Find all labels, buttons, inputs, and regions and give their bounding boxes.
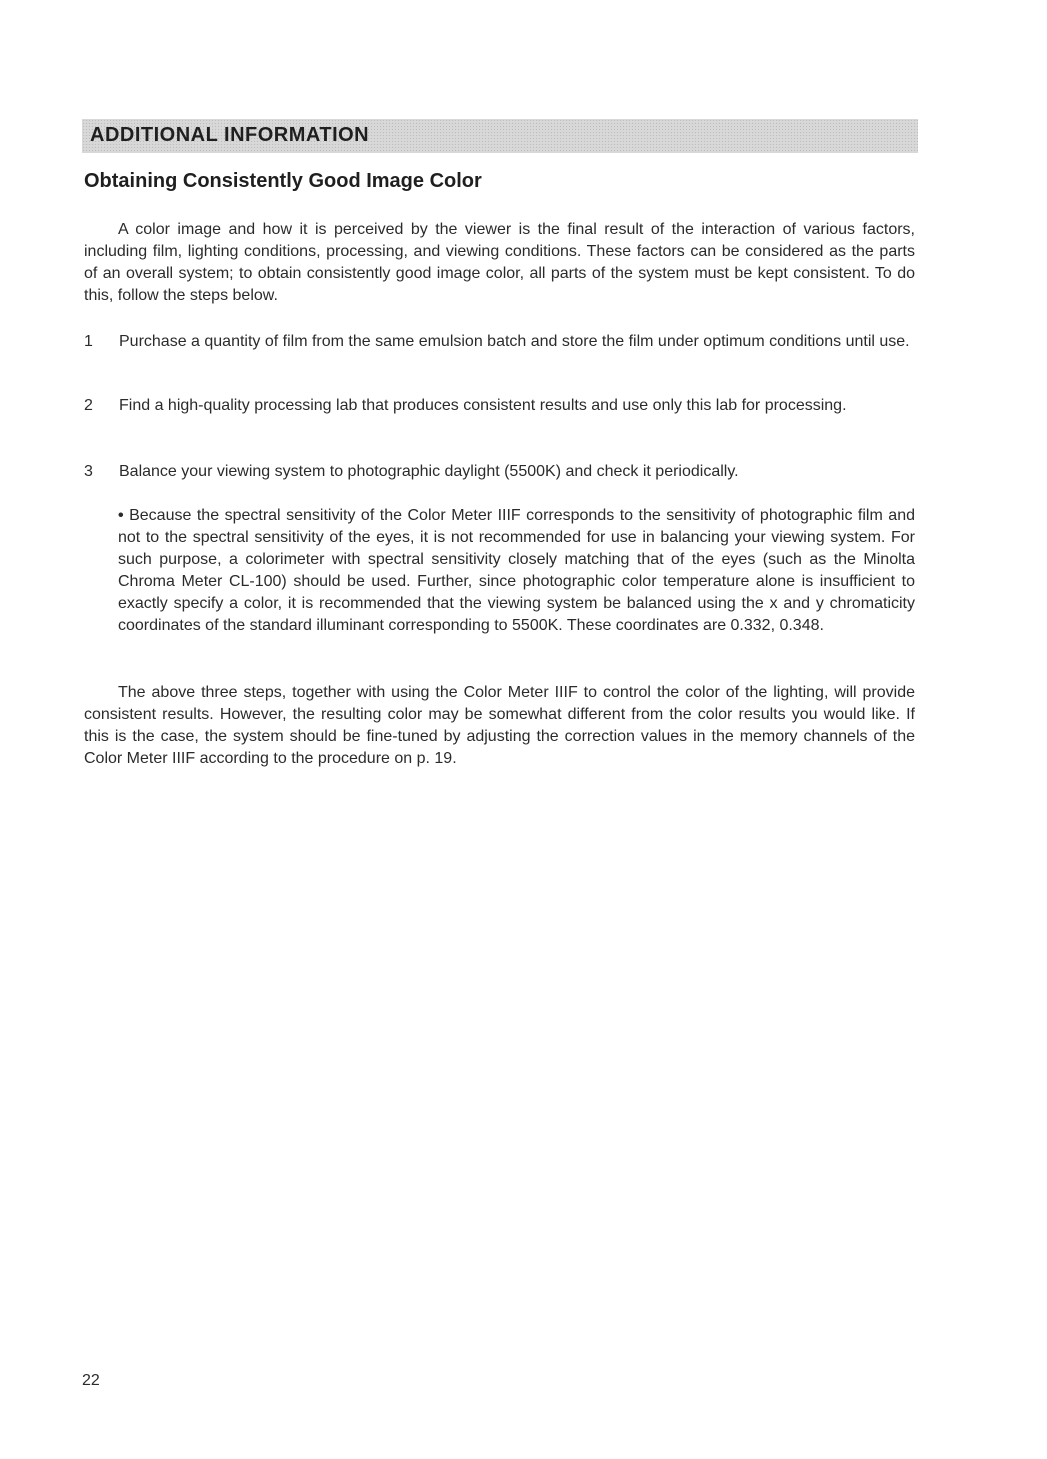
step-text: Purchase a quantity of film from the same emulsion batch and store the film under optimum conditions until use. xyxy=(119,333,910,350)
step-text: Balance your viewing system to photographic daylight (5500K) and check it periodically. xyxy=(119,463,739,480)
step-number: 3 xyxy=(84,463,93,480)
step-number: 2 xyxy=(84,397,93,414)
closing-paragraph: The above three steps, together with using the Color Meter IIIF to control the color of the lighting, will provide consistent results. However, the resulting color may be somewhat different from the color results you would like. If this is the case, the system should be fine-tuned by adjusting the correction values in the memory channels of the Color Meter IIIF according to the procedure on p. 19. xyxy=(84,684,915,767)
note-text: Because the spectral sensitivity of the Color Meter IIIF corresponds to the sensitivity of photographic film and not to the spectral sensitivity of the eyes, it is not recommended for use in balancing your viewing system. For such purpose, a colorimeter with spectral sensitivity closely matching that of the eyes (such as the Minolta Chroma Meter CL-100) should be used. Further, since photographic color temperature alone is insufficient to exactly specify a color, it is recommended that the viewing system be balanced using the x and y chromaticity coordinates of the standard illuminant corresponding to 5500K. These coordinates are 0.332, 0.348. xyxy=(118,507,915,634)
note-bullet-icon: • xyxy=(118,507,124,524)
note-paragraph xyxy=(118,505,915,637)
page-title: Obtaining Consistently Good Image Color xyxy=(84,170,482,192)
step-text: Find a high-quality processing lab that produces consistent results and use only this lab for processing. xyxy=(119,397,847,414)
step-item-3 xyxy=(84,461,915,483)
page-number: 22 xyxy=(82,1372,100,1389)
intro-paragraph: A color image and how it is perceived by the viewer is the final result of the interaction of various factors, including film, lighting conditions, processing, and viewing conditions. These factors can be considered as the parts of an overall system; to obtain consistently good image color, all parts of the system must be kept consistent. To do this, follow the steps below. xyxy=(84,221,915,304)
section-header-banner xyxy=(82,119,918,153)
step-item-2 xyxy=(84,395,915,417)
step-item-1 xyxy=(84,331,915,353)
section-header-text: ADDITIONAL INFORMATION xyxy=(90,124,370,146)
step-number: 1 xyxy=(84,333,93,350)
